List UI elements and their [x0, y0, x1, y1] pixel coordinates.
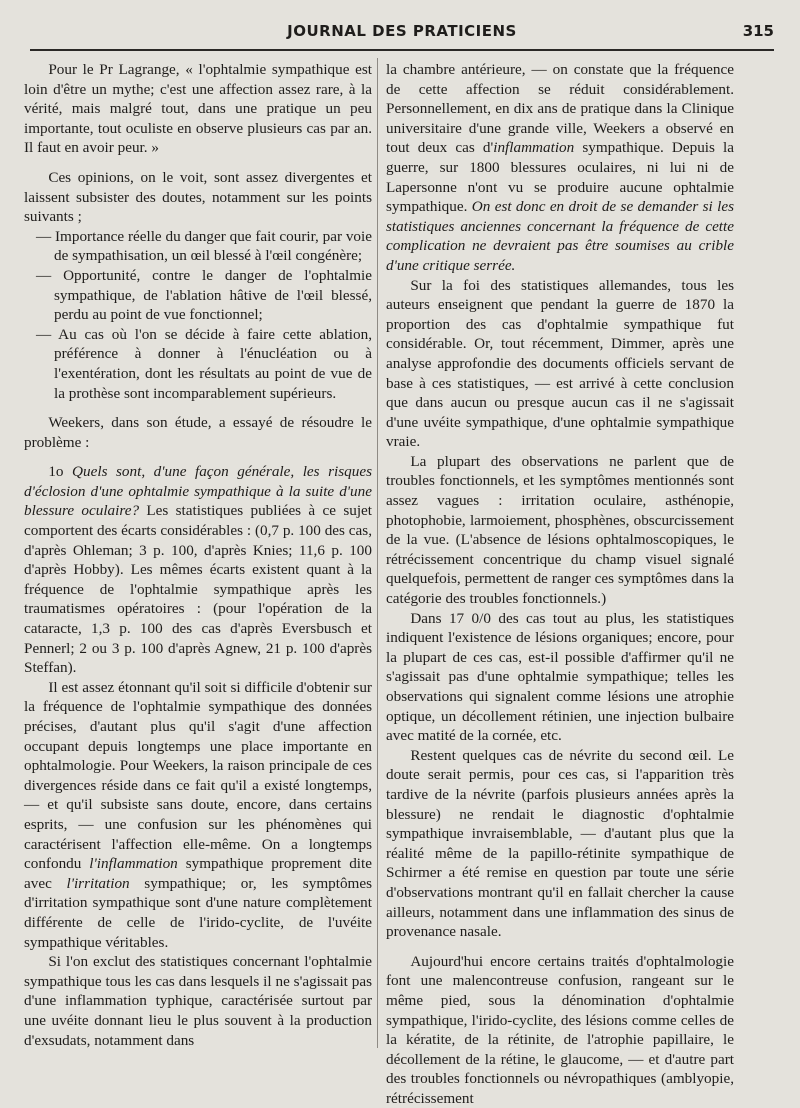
left-column: [24, 60, 372, 1050]
italic-term: inflammation: [493, 139, 575, 157]
paragraph-german-statistics: Sur la foi des statistiques allemandes, tous les auteurs enseignent que pendant la guerre de 1870 la proportion des cas d'ophtalmie sympathique fut considérable. Or, tout récemment, Dimmer, après une analyse approfondie des documents officiels servant de base à ces statistiques, — est arrivé à cette conclusion que dans aucun ou presque aucun cas il ne s'agissait d'une uvéite sympathique, d'une ophtalmie sympathique vraie.: [386, 276, 734, 451]
paragraph-continuation: [386, 60, 734, 276]
text-run: sympathique proprement dite avec: [24, 855, 372, 892]
paragraph-weekers-problem: Weekers, dans son étude, a essayé de résoudre le problème :: [24, 414, 372, 451]
page-header: [30, 18, 774, 44]
text-run: Il est assez étonnant qu'il soit si difficile d'obtenir sur la fréquence de l'ophtalmie sympathique des données précises, d'autant plus qu'il s'agit d'une affection occupant depuis longtemps une place importante en ophtalmologie. Pour Weekers, la raison principale de ces divergences réside dans ce fait qu'il a existé longtemps, — et qu'il subsiste sans doute, encore, dans certains esprits, — une confusion sur les phénomènes qui caractérisent l'affection elle-même. On a longtemps confondu: [24, 678, 372, 873]
question-text: Quels sont, d'une façon générale, les risques d'éclosion d'une ophtalmie sympathique à la suite d'une blessure oculaire?: [24, 463, 373, 520]
text-run: sympathique. Depuis la guerre, sur 1800 blessures oculaires, ni lui ni de Lapersonne n'ont vu se produire aucune ophtalmie sympathique.: [386, 139, 734, 216]
doubts-list: [24, 227, 372, 403]
page-number: 315: [742, 22, 774, 40]
running-title: JOURNAL DES PRATICIENS: [287, 22, 517, 40]
paragraph-functional-troubles: La plupart des observations ne parlent que de troubles fonctionnels, et les symptômes mentionnés sont assez vagues : irritation oculaire, asthénopie, photophobie, larmoiement, phosphènes, obscurcissement de la vue. (L'absence de lésions ophtalmoscopiques, le rétrécissement concentrique du champ visuel signalé quelquefois, permettent de ranger ces symptômes dans la catégorie des troubles fonctionnels.): [386, 452, 734, 608]
italic-term: l'irritation: [66, 874, 130, 892]
column-divider: [377, 58, 378, 1048]
paragraph-organic-lesions: Dans 17 0/0 des cas tout au plus, les statistiques indiquent l'existence de lésions organiques; encore, pour la plupart de ces cas, est-il possible d'affirmer qu'il ne s'agissait pas d'une ophtalmie sympathique; telles les observations qui signalent comme lésions une atrophie optique, un décollement rétinien, une injection bulbaire avec matité de la cornée, etc.: [386, 609, 734, 745]
question-number: 1o: [48, 463, 73, 481]
paragraph-lagrange-quote: Pour le Pr Lagrange, « l'ophtalmie sympathique est loin d'être un mythe; c'est une affection assez rare, à la vérité, mais malgré tout, dans une pratique un peu importante, tout oculiste en observe plusieurs cas par an. Il faut en avoir peur. »: [24, 61, 372, 157]
right-column: [386, 60, 734, 1108]
text-run: sympathique; or, les symptômes d'irritation sympathique sont d'une nature complètement différente de celle de l'irido-cyclite, de l'uvéite sympathique véritables.: [24, 874, 373, 951]
list-item: — Opportunité, contre le danger de l'ophtalmie sympathique, de l'ablation hâtive de l'œil blessé, perdu au point de vue fonctionnel;: [36, 266, 372, 324]
paragraph-exclusion: Si l'on exclut des statistiques concernant l'ophtalmie sympathique tous les cas dans lesquels il ne s'agissait pas d'une inflammation typhique, caractérisée surtout par une uvéite donnant lieu le plus souvent à la production d'exsudats, notamment dans: [24, 953, 372, 1049]
italic-sentence: On est donc en droit de se demander si les statistiques anciennes concernant la fréquence de cette complication ne devraient pas être soumises au crible d'une critique serrée.: [386, 198, 734, 274]
paragraph-confusion: [24, 678, 372, 952]
statistics-text: Les statistiques publiées à ce sujet comportent des écarts considérables : (0,7 p. 100 des cas, d'après Ohleman; 3 p. 100, d'après Knies; 11,6 p. 100 d'après Hobby). Les mêmes écarts existent quant à la fréquence de l'ophtalmie sympathique après les traumatismes opératoires : (pour l'opération de la cataracte, 1,3 p. 100 des cas d'après Eversbusch et Pennerl; 2 ou 3 p. 100 d'après Agnew, 21 p. 100 d'après Steffan).: [24, 502, 373, 677]
paragraph-neuritis: Restent quelques cas de névrite du second œil. Le doute serait permis, pour ces cas, si l'apparition très tardive de la névrite (parfois plusieurs années après la blessure) ne rendait le diagnostic d'ophtalmie sympathique invraisemblable, — d'autant plus que la réalité même de la papillo-rétinite sympathique de Schirmer a été remise en question par toute une série d'observations montrant qu'il en fallait chercher la cause ailleurs, notamment dans une inflammation des sinus de provenance nasale.: [386, 746, 734, 941]
list-item: — Au cas où l'on se décide à faire cette ablation, préférence à donner à l'énucléation ou à l'exentération, dont les résultats au point de vue de la prothèse sont incomparablement supérieurs.: [36, 325, 372, 402]
header-rule: [30, 49, 774, 51]
paragraph-opinions: Ces opinions, on le voit, sont assez divergentes et laissent subsister des doutes, notamment sur les points suivants ;: [24, 168, 372, 226]
paragraph-question-one: [24, 462, 372, 678]
list-item: — Importance réelle du danger que fait courir, par voie de sympathisation, un œil blessé à l'œil congénère;: [36, 227, 372, 265]
text-run: la chambre antérieure, — on constate que la fréquence de cette affection se réduit considérablement. Personnellement, en dix ans de pratique dans la Clinique universitaire d'une grande ville, Weekers a observé en tout deux cas d': [386, 61, 734, 157]
paragraph-confusion-today: Aujourd'hui encore certains traités d'ophtalmologie font une malencontreuse confusion, rangeant sur le même pied, sous la dénomination d'ophtalmie sympathique, l'irido-cyclite, des lésions comme celles de la kératite, de la rétinite, de l'atrophie papillaire, le décollement de la rétine, le glaucome, — et d'autre part des troubles fonctionnels ou névropathiques (amblyopie, rétrécissement: [386, 952, 734, 1107]
italic-term: l'inflammation: [89, 855, 178, 873]
